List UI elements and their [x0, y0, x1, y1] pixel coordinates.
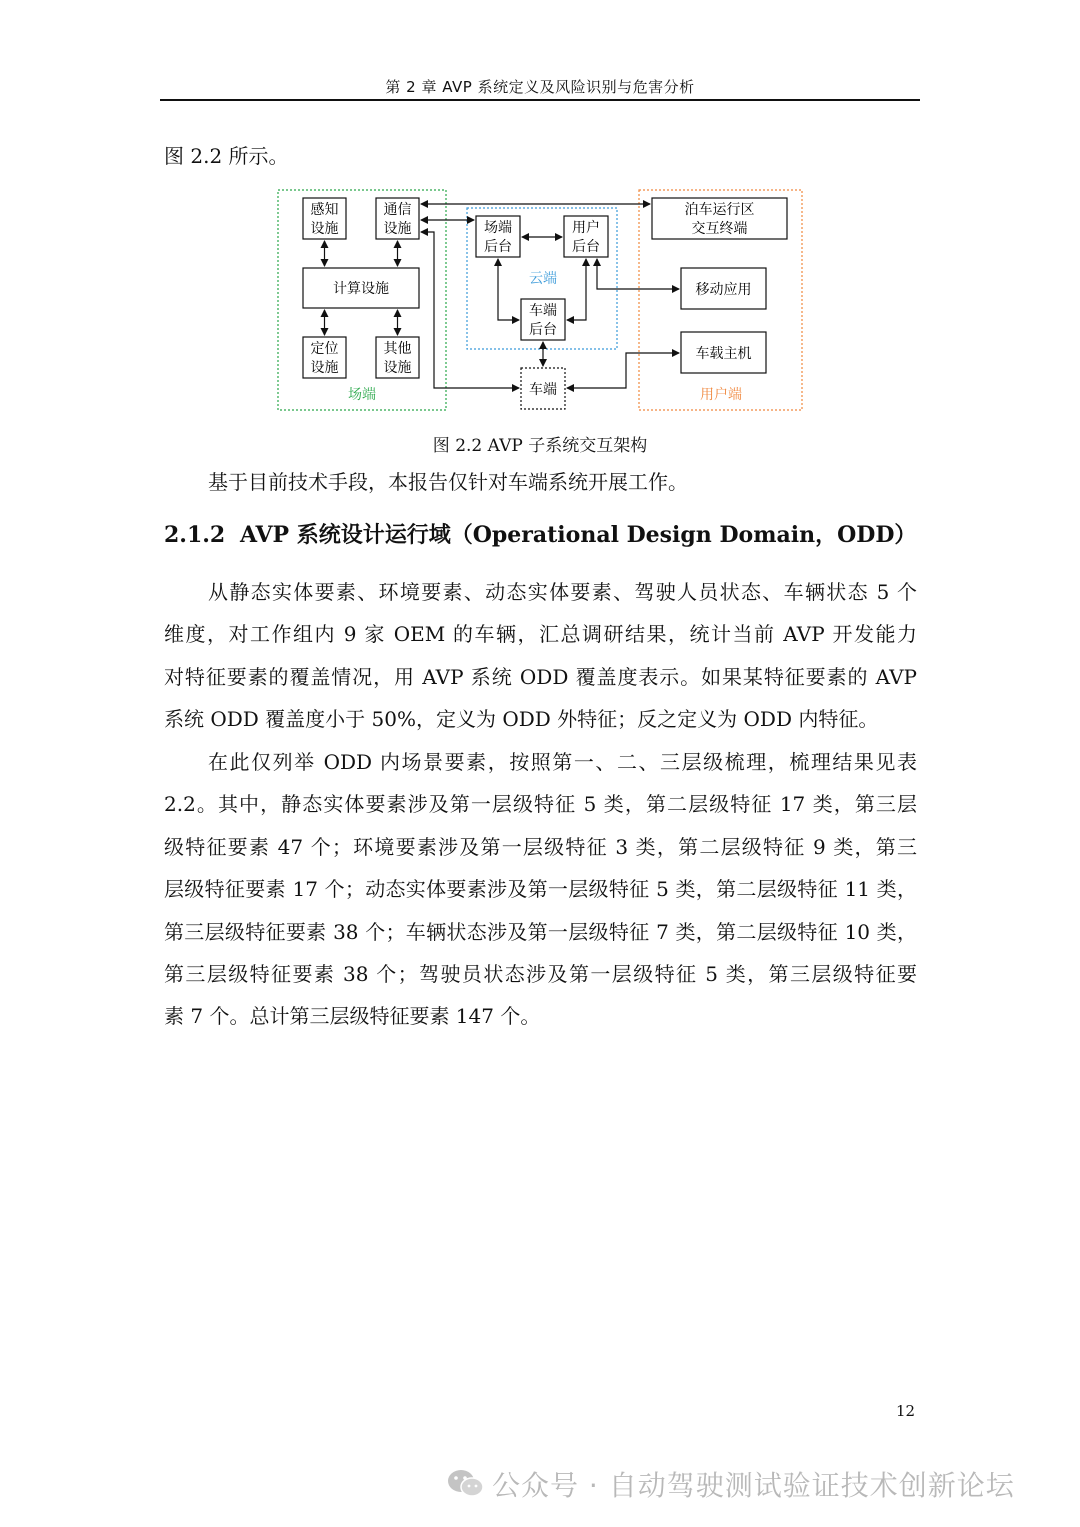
para1-line3: 对特征要素的覆盖情况，用 AVP 系统 ODD 覆盖度表示。如果某特征要素的 AVP [164, 665, 917, 689]
node-vehicle-backend-line1: 车端 [529, 303, 557, 319]
field-zone-label: 场端 [348, 387, 376, 403]
section-number: 2.1.2 [164, 522, 226, 548]
watermark-text: 公众号 · 自动驾驶测试验证技术创新论坛 [492, 1469, 1015, 1502]
node-locate-line2: 设施 [310, 360, 339, 376]
arrow-fieldbackend-vehiclebackend [498, 259, 519, 320]
para2-line4: 层级特征要素 17 个；动态实体要素涉及第一层级特征 5 类，第二层级特征 11 类， [164, 877, 917, 901]
after-caption-text: 基于目前技术手段，本报告仅针对车端系统开展工作。 [208, 470, 688, 494]
node-other-line1: 其他 [383, 341, 412, 357]
node-compute: 计算设施 [333, 281, 389, 297]
para2-line2: 2.2。其中，静态实体要素涉及第一层级特征 5 类，第二层级特征 17 类，第三层 [164, 792, 917, 816]
para2-line5: 第三层级特征要素 38 个；车辆状态涉及第一层级特征 7 类，第二层级特征 10 类， [164, 920, 917, 944]
node-comm-line2: 设施 [383, 221, 412, 237]
node-head-unit: 车载主机 [695, 346, 752, 362]
node-user-backend-line2: 后台 [572, 239, 600, 255]
node-sense-line2: 设施 [310, 221, 339, 237]
figure-caption: 图 2.2 AVP 子系统交互架构 [432, 436, 648, 456]
node-parking-line1: 泊车运行区 [684, 202, 755, 218]
node-sense-line1: 感知 [310, 202, 339, 218]
section-heading [164, 518, 916, 549]
arrow-userbackend-mobile [597, 259, 679, 289]
header-rule [160, 99, 920, 101]
para1-line2: 维度，对工作组内 9 家 OEM 的车辆，汇总调研结果，统计当前 AVP 开发能力 [164, 622, 917, 646]
avp-architecture-diagram [270, 182, 810, 417]
node-field-backend-line2: 后台 [484, 239, 512, 255]
running-header: 第 2 章 AVP 系统定义及风险识别与危害分析 [385, 78, 695, 96]
node-vehicle: 车端 [529, 382, 557, 398]
para2-line7: 素 7 个。总计第三层级特征要素 147 个。 [164, 1004, 541, 1028]
user-zone-label: 用户端 [700, 387, 742, 403]
arrow-userbackend-vehiclebackend [567, 259, 586, 320]
wechat-icon [446, 1467, 486, 1501]
node-parking-line2: 交互终端 [691, 221, 748, 237]
cloud-zone-label: 云端 [529, 271, 557, 287]
para1-line4: 系统 ODD 覆盖度小于 50%，定义为 ODD 外特征；反之定义为 ODD 内特征。 [164, 707, 879, 731]
node-vehicle-backend-line2: 后台 [529, 322, 557, 338]
node-other-line2: 设施 [383, 360, 412, 376]
node-locate-line1: 定位 [310, 341, 339, 357]
intro-line: 图 2.2 所示。 [164, 144, 289, 168]
arrow-vehicle-headunit [567, 353, 679, 388]
para2-line3: 级特征要素 47 个；环境要素涉及第一层级特征 3 类，第二层级特征 9 类，第三 [164, 835, 917, 859]
para1-line1: 从静态实体要素、环境要素、动态实体要素、驾驶人员状态、车辆状态 5 个 [208, 580, 917, 604]
node-comm-line1: 通信 [383, 202, 412, 218]
page-number: 12 [896, 1402, 916, 1420]
node-mobile: 移动应用 [695, 282, 752, 298]
para2-line6: 第三层级特征要素 38 个；驾驶员状态涉及第一层级特征 5 类，第三层级特征要 [164, 962, 917, 986]
node-user-backend-line1: 用户 [572, 220, 600, 236]
section-title: AVP 系统设计运行域（Operational Design Domain，ODD） [240, 522, 917, 548]
node-field-backend-line1: 场端 [484, 220, 512, 236]
para2-line1: 在此仅列举 ODD 内场景要素，按照第一、二、三层级梳理，梳理结果见表 [208, 750, 917, 774]
